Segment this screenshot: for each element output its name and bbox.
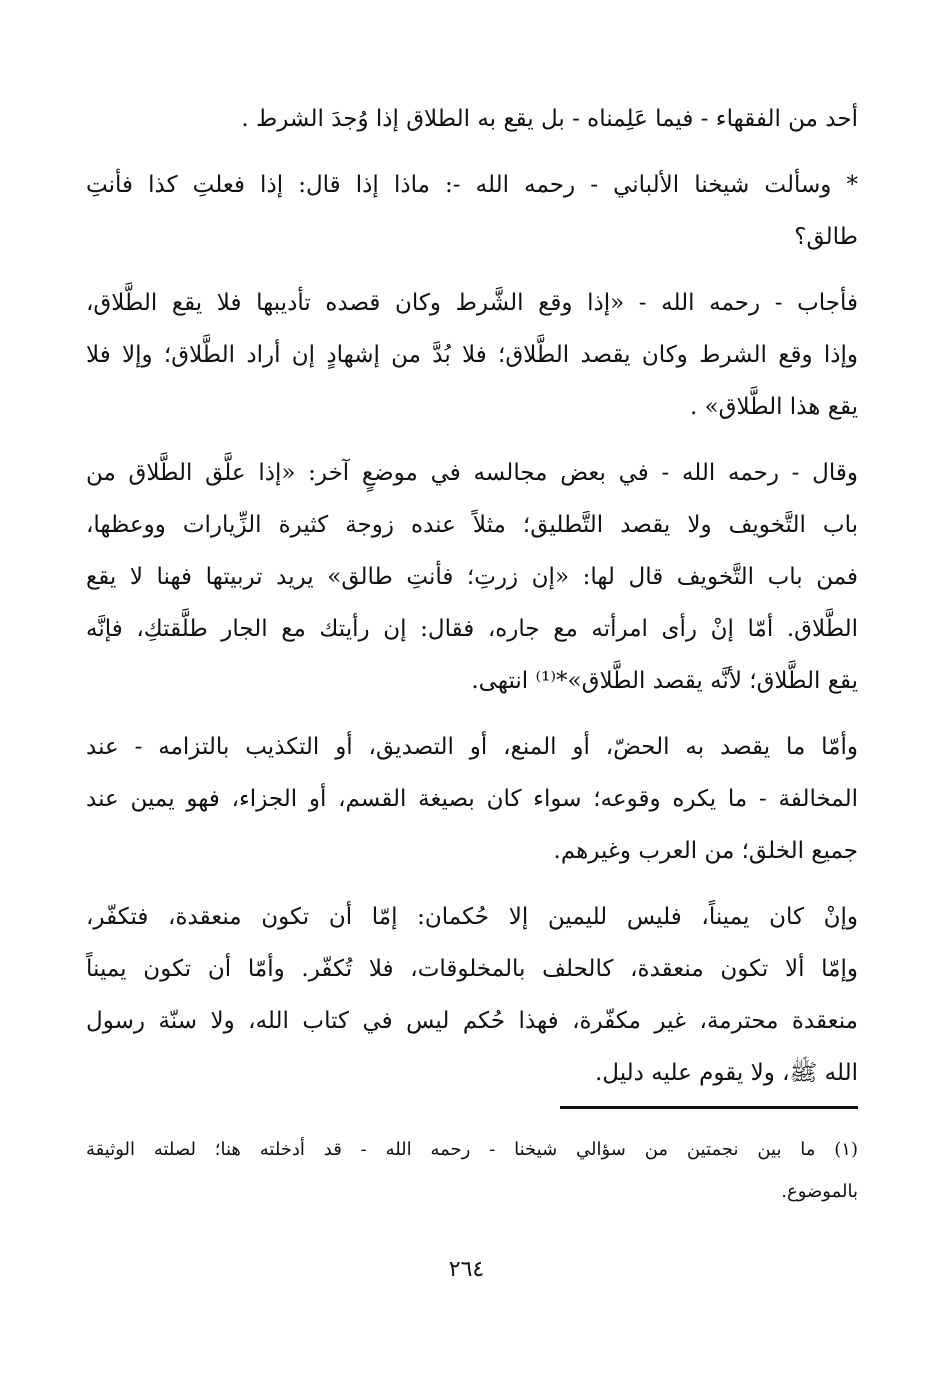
paragraph [86, 726, 858, 882]
main-text [86, 98, 858, 1104]
footnote [86, 1133, 858, 1217]
paragraph [86, 452, 858, 712]
text-line: وقال - رحمه الله - في بعض مجالسه في موضعٍ آخر: «إذا علَّق الطَّلاق من [86, 460, 858, 486]
text-line: يقع الطَّلاق؛ لأنَّه يقصد الطَّلاق»*⁽¹⁾ انتهى. [471, 668, 858, 694]
text-line: وإنْ كان يميناً، فليس لليمين إلا حُكمان: إمّا أن تكون منعقدة، فتكفّر، [86, 904, 858, 930]
text-line: الطَّلاق. أمّا إنْ رأى امرأته مع جاره، فقال: إن رأيتك مع الجار طلَّقتكِ، فإنَّه [86, 616, 858, 642]
text-line: المخالفة - ما يكره وقوعه؛ سواء كان بصيغة القسم، أو الجزاء، فهو يمين عند [86, 786, 858, 812]
text-line: جميع الخلق؛ من العرب وغيرهم. [553, 838, 858, 864]
text-line: وإمّا ألا تكون منعقدة، كالحلف بالمخلوقات، فلا تُكفّر. وأمّا أن تكون يميناً [86, 956, 858, 982]
footnote-separator [560, 1106, 858, 1109]
text-line: وأمّا ما يقصد به الحضّ، أو المنع، أو التصديق، أو التكذيب بالتزامه - عند [86, 734, 858, 760]
footnote-line: (١) ما بين نجمتين من سؤالي شيخنا - رحمه الله - قد أدخلته هنا؛ لصلته الوثيقة [86, 1139, 858, 1160]
page-number: ٢٦٤ [448, 1257, 485, 1282]
text-line: فمن باب التَّخويف قال لها: «إن زرتِ؛ فأنتِ طالق» يريد تربيتها فهنا لا يقع [86, 564, 858, 590]
footnote-line: بالموضوع. [781, 1181, 858, 1202]
text-line: طالق؟ [794, 224, 858, 250]
text-line: وإذا وقع الشرط وكان يقصد الطَّلاق؛ فلا بُدَّ من إشهادٍ إن أراد الطَّلاق؛ وإلا فلا [86, 342, 858, 368]
text-line: يقع هذا الطَّلاق» . [689, 394, 858, 420]
text-line: * وسألت شيخنا الألباني - رحمه الله -: ماذا إذا قال: إذا فعلتِ كذا فأنتِ [86, 172, 858, 198]
paragraph [86, 98, 858, 150]
text-line: فأجاب - رحمه الله - «إذا وقع الشَّرط وكان قصده تأديبها فلا يقع الطَّلاق، [86, 290, 858, 316]
paragraph [86, 282, 858, 438]
text-line: أحد من الفقهاء - فيما عَلِمناه - بل يقع به الطلاق إذا وُجدَ الشرط . [241, 106, 858, 132]
text-line: باب التَّخويف ولا يقصد التَّطليق؛ مثلاً عنده زوجة كثيرة الزِّيارات ووعظها، [86, 512, 858, 538]
text-line: منعقدة محترمة، غير مكفّرة، فهذا حُكم ليس في كتاب الله، ولا سنّة رسول [86, 1008, 858, 1034]
paragraph [86, 896, 858, 1104]
paragraph [86, 164, 858, 268]
text-line: الله ﷺ، ولا يقوم عليه دليل. [594, 1060, 858, 1086]
